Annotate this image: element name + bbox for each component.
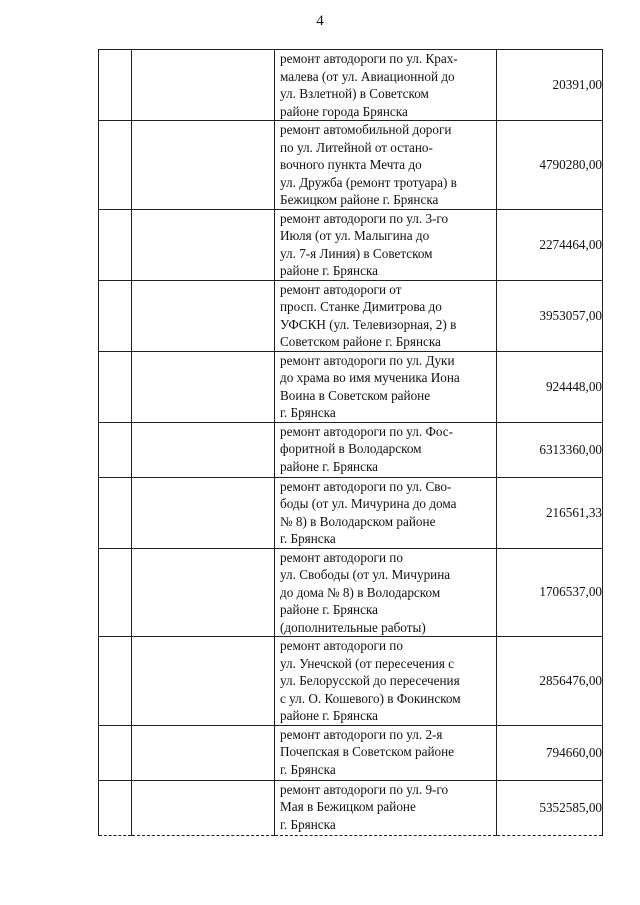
row-number-cell (99, 280, 132, 351)
table-row (99, 548, 603, 637)
table-row (99, 50, 603, 121)
repair-description: ремонт автодороги по ул. Крах- малева (от ул. Авиационной до ул. Взлетной) в Советском районе города Брянска (280, 51, 458, 119)
repair-amount: 2856476,00 (497, 637, 603, 726)
row-section-cell (132, 780, 275, 835)
repair-amount: 216561,33 (497, 477, 603, 548)
repair-description: ремонт автодороги по ул. Фос- форитной в Володарском районе г. Брянска (280, 423, 454, 474)
row-number-cell (99, 422, 132, 477)
row-number-cell (99, 50, 132, 121)
table-row (99, 725, 603, 780)
description-cell (275, 50, 497, 121)
repair-amount: 5352585,00 (497, 780, 603, 835)
row-number-cell (99, 725, 132, 780)
description-cell (275, 121, 497, 210)
row-number-cell (99, 780, 132, 835)
row-section-cell (132, 121, 275, 210)
repair-description: ремонт автодороги по ул. Унечской (от пересечения с ул. Белорусской до пересечения с ул. О. Кошевого) в Фокинском районе г. Брянска (280, 638, 461, 723)
row-section-cell (132, 209, 275, 280)
row-section-cell (132, 477, 275, 548)
repair-items-table (98, 49, 603, 836)
repair-amount: 4790280,00 (497, 121, 603, 210)
repair-amount: 2274464,00 (497, 209, 603, 280)
row-number-cell (99, 548, 132, 637)
repair-amount: 20391,00 (497, 50, 603, 121)
repair-description: ремонт автодороги по ул. 2-я Почепская в Советском районе г. Брянска (280, 726, 455, 777)
table-row (99, 422, 603, 477)
row-section-cell (132, 280, 275, 351)
description-cell (275, 351, 497, 422)
repair-description: ремонт автодороги от просп. Станке Димитрова до УФСКН (ул. Телевизорная, 2) в Советском районе г. Брянска (280, 281, 457, 349)
description-cell (275, 280, 497, 351)
table-row (99, 477, 603, 548)
repair-amount: 6313360,00 (497, 422, 603, 477)
table-body (99, 50, 603, 836)
row-section-cell (132, 725, 275, 780)
row-section-cell (132, 637, 275, 726)
description-cell (275, 548, 497, 637)
description-cell (275, 477, 497, 548)
repair-amount: 3953057,00 (497, 280, 603, 351)
row-number-cell (99, 477, 132, 548)
row-section-cell (132, 351, 275, 422)
page-number: 4 (316, 13, 324, 29)
description-cell (275, 637, 497, 726)
table-row (99, 637, 603, 726)
repair-description: ремонт автодороги по ул. 9-го Мая в Бежицком районе г. Брянска (280, 781, 449, 832)
repair-amount: 1706537,00 (497, 548, 603, 637)
row-number-cell (99, 637, 132, 726)
repair-description: ремонт автодороги по ул. Сво- боды (от ул. Мичурина до дома № 8) в Володарском районе г. Брянска (280, 478, 457, 546)
description-cell (275, 209, 497, 280)
repair-amount: 924448,00 (497, 351, 603, 422)
row-section-cell (132, 548, 275, 637)
table-row (99, 280, 603, 351)
row-section-cell (132, 422, 275, 477)
repair-amount: 794660,00 (497, 725, 603, 780)
description-cell (275, 725, 497, 780)
row-section-cell (132, 50, 275, 121)
row-number-cell (99, 209, 132, 280)
row-number-cell (99, 351, 132, 422)
table-row (99, 121, 603, 210)
row-number-cell (99, 121, 132, 210)
description-cell (275, 780, 497, 835)
repair-description: ремонт автодороги по ул. Свободы (от ул. Мичурина до дома № 8) в Володарском районе г. Брянска (дополнительные работы) (280, 549, 451, 635)
table-row (99, 780, 603, 835)
repair-description: ремонт автодороги по ул. 3-го Июля (от ул. Малыгина до ул. 7-я Линия) в Советском районе г. Брянска (280, 210, 449, 278)
description-cell (275, 422, 497, 477)
table-row (99, 351, 603, 422)
repair-description: ремонт автодороги по ул. Дуки до храма во имя мученика Иона Воина в Советском районе г. Брянска (280, 352, 460, 420)
repair-description: ремонт автомобильной дороги по ул. Литейной от остано- вочного пункта Мечта до ул. Дружба (ремонт тротуара) в Бежицком районе г. Брянска (280, 122, 457, 207)
table-row (99, 209, 603, 280)
